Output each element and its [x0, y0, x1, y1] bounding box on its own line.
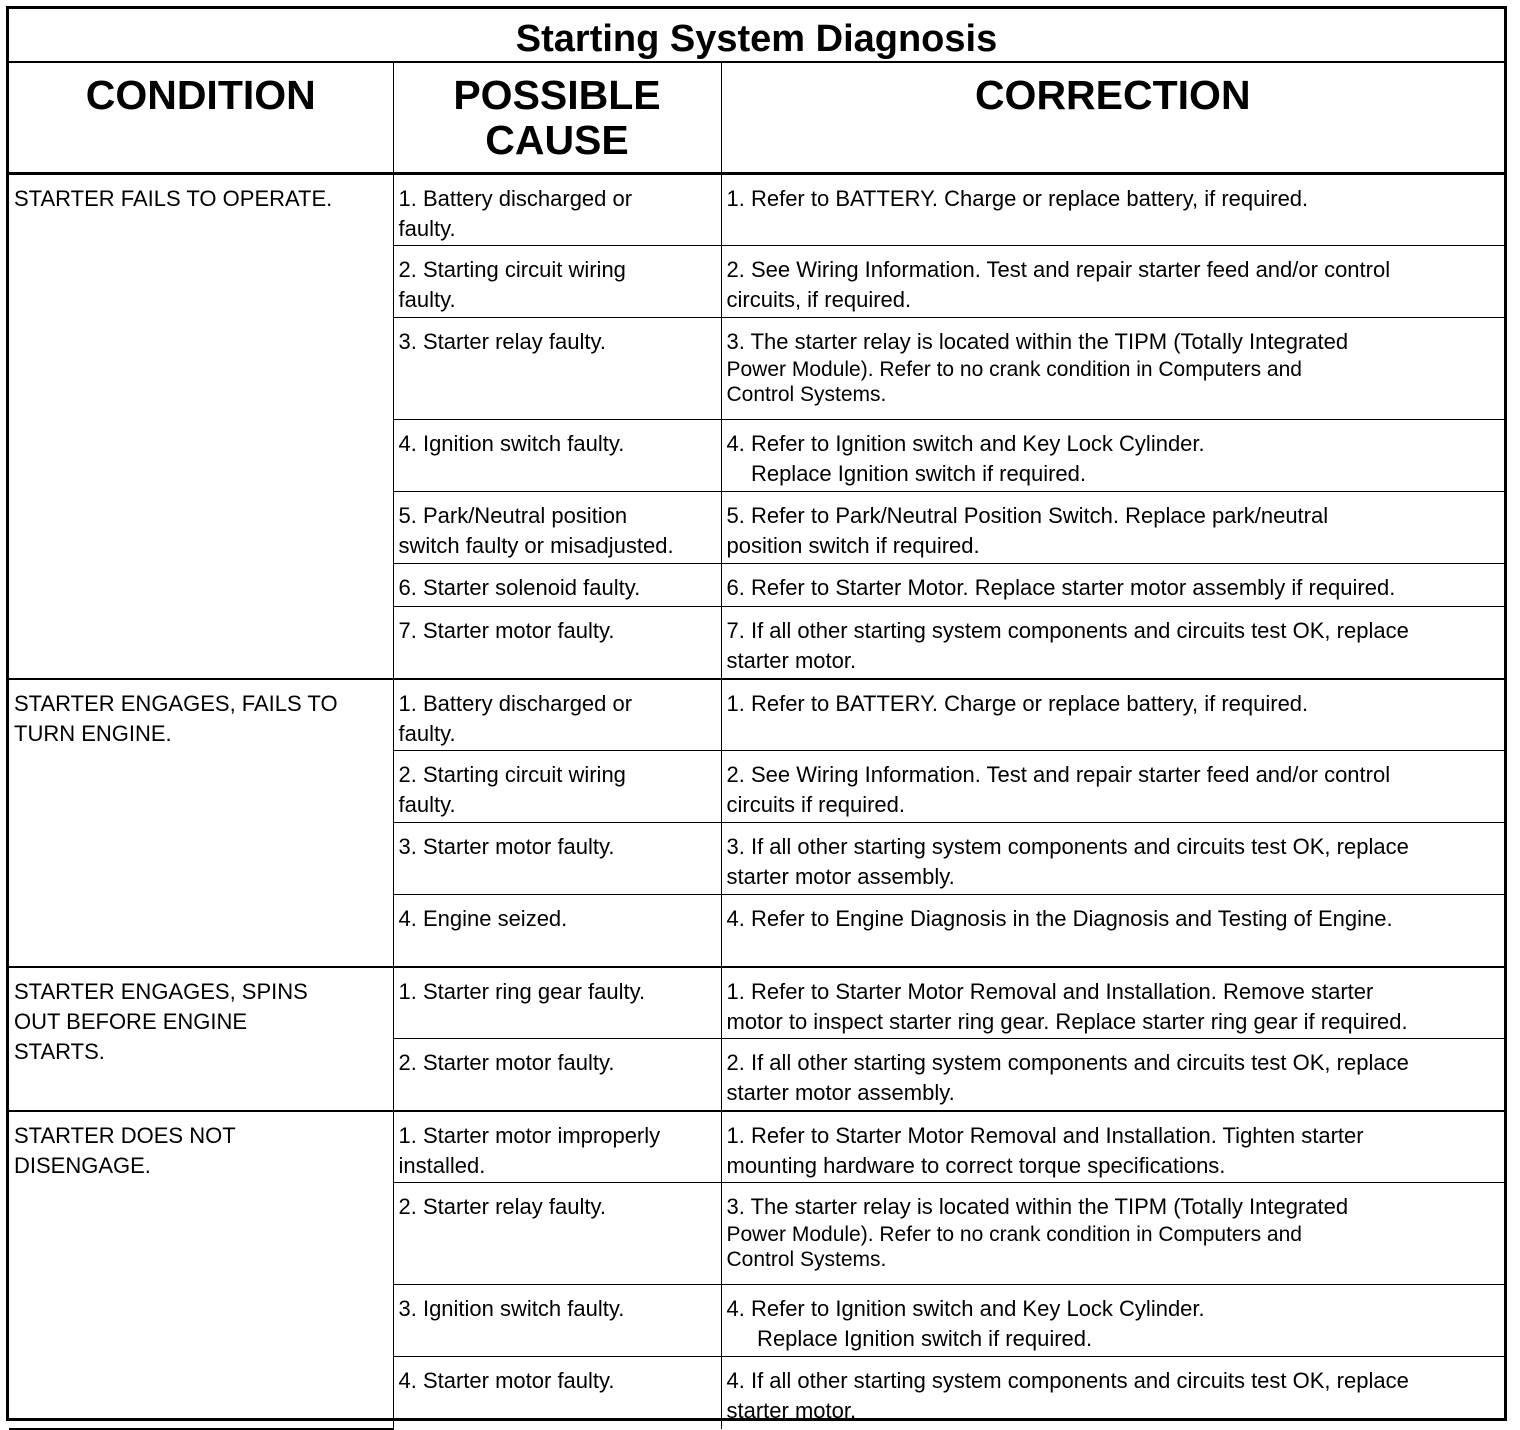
correction-text: circuits if required.	[726, 792, 906, 817]
diagnosis-sheet	[6, 6, 1507, 1421]
condition-text: STARTS.	[14, 1038, 105, 1064]
correction-text: 7. If all other starting system components and circuits test OK, replace	[726, 618, 1409, 643]
correction-text: 1. Refer to Starter Motor Removal and Installation. Tighten starter	[726, 1122, 1364, 1148]
possible-cause-cell	[393, 1357, 721, 1429]
possible-cause-text: 2. Starting circuit wiring	[398, 762, 626, 787]
possible-cause-header	[393, 63, 721, 174]
diagnosis-table-body	[9, 174, 1504, 1429]
correction-text: 4. Refer to Ignition switch and Key Lock Cylinder.	[726, 431, 1205, 456]
condition-text: DISENGAGE.	[14, 1152, 151, 1178]
correction-cell	[721, 246, 1504, 318]
correction-text: circuits, if required.	[726, 287, 912, 312]
correction-cell	[721, 318, 1504, 420]
possible-cause-text: 4. Engine seized.	[398, 906, 568, 931]
correction-text: Power Module). Refer to no crank condition in Computers and	[726, 358, 1302, 381]
possible-cause-text: faulty.	[398, 216, 456, 241]
correction-cell	[721, 492, 1504, 564]
correction-text: 6. Refer to Starter Motor. Replace starter motor assembly if required.	[726, 575, 1396, 600]
correction-cell	[721, 679, 1504, 751]
correction-text: 3. If all other starting system components and circuits test OK, replace	[726, 834, 1409, 859]
possible-cause-cell	[393, 1285, 721, 1357]
correction-text: Control Systems.	[726, 1248, 887, 1271]
correction-text: starter motor assembly.	[726, 1080, 955, 1105]
correction-cell	[721, 1039, 1504, 1111]
possible-cause-cell	[393, 1111, 721, 1183]
possible-cause-text: installed.	[398, 1152, 486, 1178]
condition-text: STARTER ENGAGES, FAILS TO	[14, 690, 338, 716]
correction-cell	[721, 1357, 1504, 1429]
possible-cause-text: faulty.	[398, 287, 456, 312]
possible-cause-text: 4. Starter motor faulty.	[398, 1368, 615, 1393]
correction-cell	[721, 967, 1504, 1039]
correction-text: motor to inspect starter ring gear. Replace starter ring gear if required.	[726, 1008, 1408, 1034]
possible-cause-cell	[393, 420, 721, 492]
correction-text: 5. Refer to Park/Neutral Position Switch. Replace park/neutral	[726, 503, 1329, 528]
condition-header: CONDITION	[9, 63, 393, 174]
correction-text: Power Module). Refer to no crank condition in Computers and	[726, 1223, 1302, 1246]
possible-cause-cell	[393, 679, 721, 751]
possible-cause-text: 7. Starter motor faulty.	[398, 618, 615, 643]
correction-text: Replace Ignition switch if required.	[726, 461, 1087, 486]
condition-text: STARTER ENGAGES, SPINS	[14, 978, 308, 1004]
possible-cause-text: 1. Battery discharged or	[398, 690, 633, 716]
correction-cell	[721, 174, 1504, 246]
correction-text: 3. The starter relay is located within the TIPM (Totally Integrated	[726, 329, 1349, 354]
correction-cell	[721, 420, 1504, 492]
possible-cause-cell	[393, 751, 721, 823]
possible-cause-header-line: CAUSE	[485, 117, 629, 163]
condition-text: OUT BEFORE ENGINE	[14, 1008, 248, 1034]
possible-cause-text: 6. Starter solenoid faulty.	[398, 575, 641, 600]
correction-text: 2. See Wiring Information. Test and repair starter feed and/or control	[726, 762, 1391, 787]
possible-cause-cell	[393, 492, 721, 564]
possible-cause-text: 3. Starter relay faulty.	[398, 329, 606, 354]
condition-text: TURN ENGINE.	[14, 720, 172, 746]
possible-cause-cell	[393, 895, 721, 967]
correction-text: starter motor.	[726, 1398, 857, 1423]
correction-text: 3. The starter relay is located within the TIPM (Totally Integrated	[726, 1194, 1349, 1219]
correction-cell	[721, 564, 1504, 607]
possible-cause-text: 1. Starter ring gear faulty.	[398, 978, 646, 1004]
correction-cell	[721, 1111, 1504, 1183]
possible-cause-text: 3. Ignition switch faulty.	[398, 1296, 625, 1321]
correction-text: 1. Refer to BATTERY. Charge or replace battery, if required.	[726, 690, 1309, 716]
possible-cause-cell	[393, 1039, 721, 1111]
condition-text: STARTER FAILS TO OPERATE.	[14, 186, 333, 211]
correction-cell	[721, 1183, 1504, 1285]
condition-cell	[9, 679, 393, 967]
condition-cell	[9, 1111, 393, 1429]
possible-cause-cell	[393, 823, 721, 895]
possible-cause-text: 1. Battery discharged or	[398, 186, 633, 211]
possible-cause-text: faulty.	[398, 720, 456, 746]
condition-cell	[9, 967, 393, 1111]
possible-cause-text: 3. Starter motor faulty.	[398, 834, 615, 859]
header-row	[9, 63, 1504, 174]
correction-text: 2. See Wiring Information. Test and repair starter feed and/or control	[726, 257, 1391, 282]
possible-cause-text: 1. Starter motor improperly	[398, 1122, 661, 1148]
possible-cause-cell	[393, 607, 721, 679]
possible-cause-text: 4. Ignition switch faulty.	[398, 431, 625, 456]
possible-cause-cell	[393, 1183, 721, 1285]
correction-cell	[721, 823, 1504, 895]
possible-cause-cell	[393, 967, 721, 1039]
correction-cell	[721, 607, 1504, 679]
possible-cause-cell	[393, 564, 721, 607]
correction-header: CORRECTION	[721, 63, 1504, 174]
possible-cause-text: faulty.	[398, 792, 456, 817]
diagnosis-table	[9, 63, 1504, 1430]
table-row	[9, 967, 1504, 1039]
possible-cause-header-line: POSSIBLE	[453, 72, 661, 118]
table-row	[9, 679, 1504, 751]
correction-text: 1. Refer to Starter Motor Removal and Installation. Remove starter	[726, 978, 1374, 1004]
correction-text: Control Systems.	[726, 383, 887, 406]
correction-text: 2. If all other starting system components and circuits test OK, replace	[726, 1050, 1409, 1075]
page-title: Starting System Diagnosis	[9, 9, 1504, 63]
table-row	[9, 1111, 1504, 1183]
correction-cell	[721, 895, 1504, 967]
correction-text: starter motor assembly.	[726, 864, 955, 889]
correction-text: position switch if required.	[726, 533, 980, 558]
correction-text: mounting hardware to correct torque specifications.	[726, 1152, 1226, 1178]
possible-cause-text: 5. Park/Neutral position	[398, 503, 628, 528]
condition-cell	[9, 174, 393, 679]
correction-text: starter motor.	[726, 648, 857, 673]
table-row	[9, 174, 1504, 246]
condition-text: STARTER DOES NOT	[14, 1122, 236, 1148]
possible-cause-cell	[393, 318, 721, 420]
correction-text: Replace Ignition switch if required.	[726, 1326, 1093, 1351]
correction-text: 1. Refer to BATTERY. Charge or replace battery, if required.	[726, 186, 1309, 211]
possible-cause-text: 2. Starter relay faulty.	[398, 1194, 606, 1219]
correction-text: 4. If all other starting system components and circuits test OK, replace	[726, 1368, 1409, 1393]
correction-cell	[721, 1285, 1504, 1357]
correction-cell	[721, 751, 1504, 823]
possible-cause-text: 2. Starting circuit wiring	[398, 257, 626, 282]
possible-cause-cell	[393, 174, 721, 246]
possible-cause-text: 2. Starter motor faulty.	[398, 1050, 615, 1075]
possible-cause-text: switch faulty or misadjusted.	[398, 533, 674, 558]
possible-cause-cell	[393, 246, 721, 318]
correction-text: 4. Refer to Ignition switch and Key Lock Cylinder.	[726, 1296, 1205, 1321]
correction-text: 4. Refer to Engine Diagnosis in the Diagnosis and Testing of Engine.	[726, 906, 1393, 931]
